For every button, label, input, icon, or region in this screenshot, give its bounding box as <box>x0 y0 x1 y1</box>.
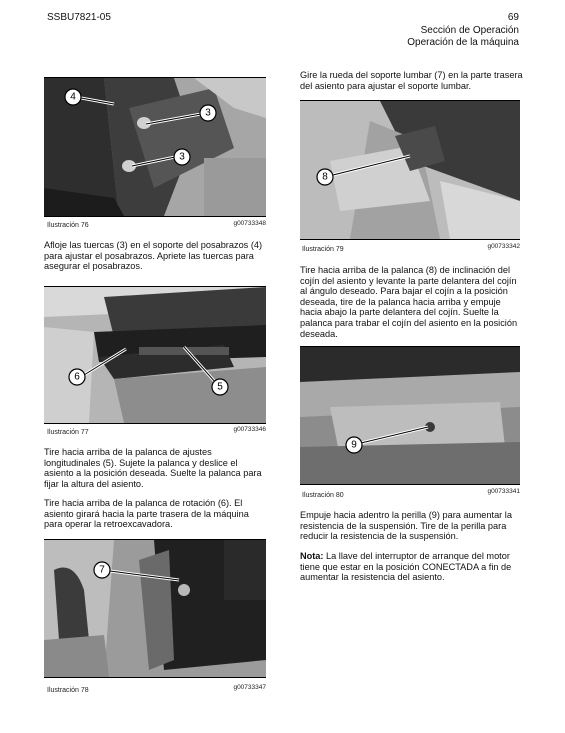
figure-76-photo <box>44 78 266 216</box>
svg-text:5: 5 <box>217 381 223 393</box>
svg-text:6: 6 <box>74 371 80 383</box>
figure-80-code: g00733341 <box>487 488 520 495</box>
callout-3a <box>200 105 216 121</box>
note-paragraph <box>300 551 524 583</box>
document-id: SSBU7821-05 <box>47 12 111 23</box>
page-number: 69 <box>507 12 519 23</box>
svg-text:4: 4 <box>70 91 76 103</box>
callout-6 <box>69 369 85 385</box>
figure-78-photo <box>44 540 266 677</box>
callout-7 <box>94 562 110 578</box>
callout-3b <box>174 149 190 165</box>
figure-bottom-rule <box>300 239 520 240</box>
callout-9 <box>346 437 362 453</box>
note-body: La llave del interruptor de arranque del motor tiene que estar en la posición CONECTADA a fin de aumentar la resistencia del asiento. <box>300 551 512 583</box>
subsection-title: Operación de la máquina <box>407 37 519 48</box>
svg-text:7: 7 <box>99 564 105 576</box>
figure-bottom-rule <box>44 216 266 217</box>
figure-79-code: g00733342 <box>487 243 520 250</box>
note-label: Nota: <box>300 551 324 561</box>
longitudinal-paragraph: Tire hacia arriba de la palanca de ajustes longitudinales (5). Sujete la palanca y deslice el asiento a la posición deseada. Suelte la palanca para fijar la altura del asiento. <box>44 447 262 489</box>
svg-text:9: 9 <box>351 439 357 451</box>
callout-4 <box>65 89 81 105</box>
armrest-paragraph: Afloje las tuercas (3) en el soporte del posabrazos (4) para ajustar el posabrazos. Apriete las tuercas para asegurar el posabrazos. <box>44 240 263 272</box>
svg-text:8: 8 <box>322 171 328 183</box>
figure-77-code: g00733346 <box>233 426 266 433</box>
figure-bottom-rule <box>300 484 520 485</box>
callout-5 <box>212 379 228 395</box>
suspension-paragraph: Empuje hacia adentro la perilla (9) para aumentar la resistencia de la suspensión. Tire de la perilla para reducir la resistencia de la suspensión. <box>300 510 512 542</box>
figure-bottom-rule <box>44 423 266 424</box>
svg-text:3: 3 <box>205 107 211 119</box>
svg-text:3: 3 <box>179 151 185 163</box>
figure-79-photo <box>300 101 520 239</box>
figure-77-caption: Ilustración 77 <box>47 429 89 436</box>
rotation-paragraph: Tire hacia arriba de la palanca de rotación (6). El asiento girará hacia la parte trasera de la máquina para operar la retroexcavadora. <box>44 498 249 530</box>
figure-76-code: g00733348 <box>233 220 266 227</box>
tilt-paragraph: Tire hacia arriba de la palanca (8) de inclinación del cojín del asiento y levante la parte delantera del cojín al ángulo deseado. Para bajar el cojín a la posición deseada, tire de la palanca hacia arriba y empuje hacia abajo la parte delantera del cojín. Suelte la palanca para trabar el cojín del asiento en la posición deseada. <box>300 265 518 339</box>
section-title: Sección de Operación <box>420 25 519 36</box>
figure-bottom-rule <box>44 677 266 678</box>
figure-76-caption: Ilustración 76 <box>47 222 89 229</box>
figure-77-photo <box>44 287 266 423</box>
figure-78-code: g00733347 <box>233 684 266 691</box>
lumbar-paragraph: Gire la rueda del soporte lumbar (7) en la parte trasera del asiento para ajustar el soporte lumbar. <box>300 70 523 91</box>
callout-8 <box>317 169 333 185</box>
figure-80-photo <box>300 347 520 484</box>
figure-80-caption: Ilustración 80 <box>302 492 344 499</box>
figure-79-caption: Ilustración 79 <box>302 246 344 253</box>
figure-78-caption: Ilustración 78 <box>47 687 89 694</box>
